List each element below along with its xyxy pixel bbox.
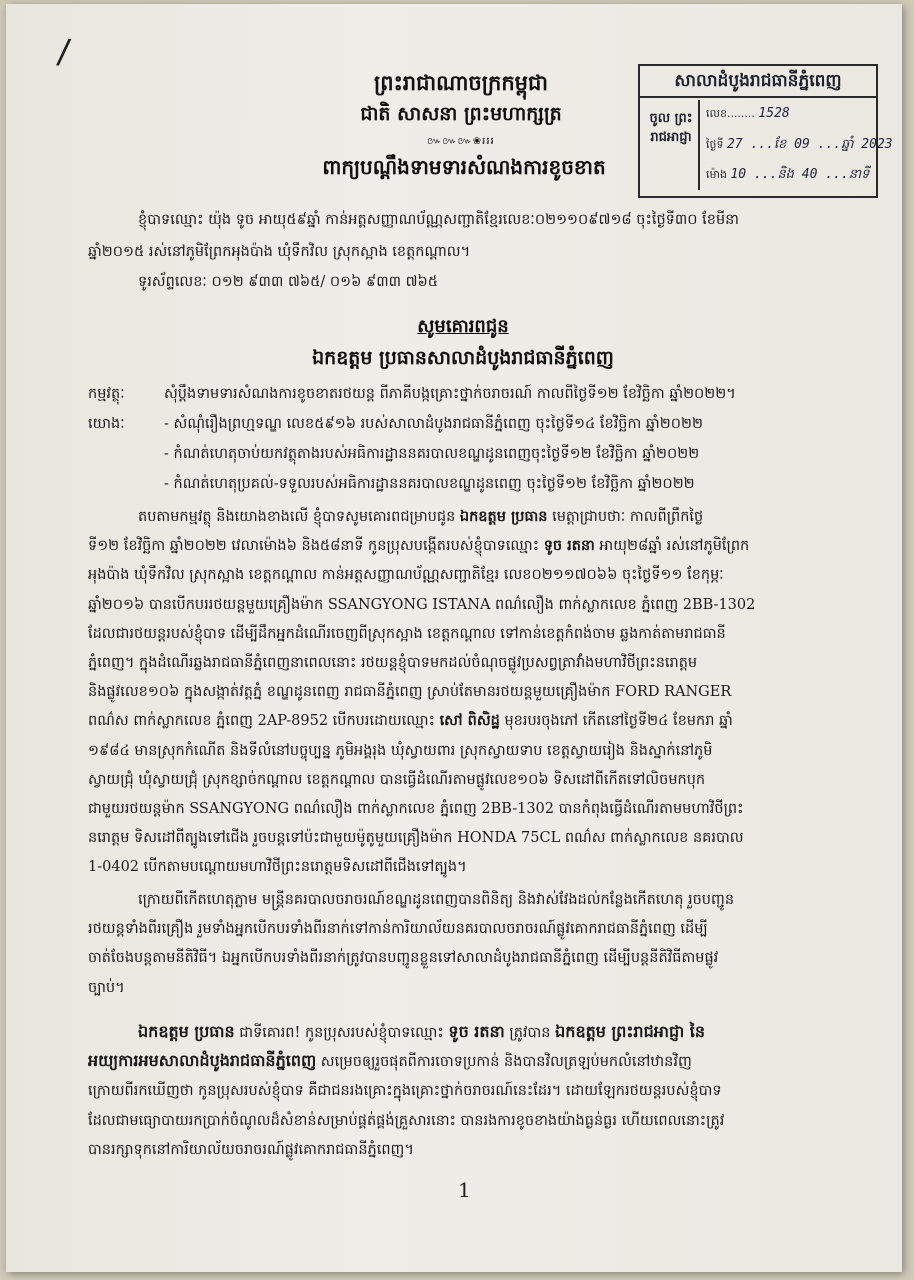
paragraph-line: ពណ៌ស ពាក់ស្លាកលេខ ភ្នំពេញ 2AP-8952 បើកបរដោយឈ្មោះ សៅ ពិសិដ្ឋ មុខរបរចុងភៅ កើតនៅថ្ងៃទី២៤ ខែមករា ឆ្នាំ <box>88 712 733 730</box>
stamp-number-value: 1528 <box>758 106 790 121</box>
stamp-date-row: ថ្ងៃទី 27 ...ខែ 09 ...ឆ្នាំ 2023 <box>706 137 893 152</box>
stamp-date-value: 27 ...ខែ 09 ...ឆ្នាំ 2023 <box>726 137 893 152</box>
kingdom-title: ព្រះរាជាណាចក្រកម្ពុជា <box>373 70 548 95</box>
stamp-number-row: លេខ........ 1528 <box>706 106 790 121</box>
salutation-respect: សូមគោរពជូន <box>417 316 509 337</box>
stamp-time-row: ម៉ោង 10 ...និង 40 ...នាទី <box>706 167 870 182</box>
paragraph-line: ស្វាយជ្រុំ ឃុំស្វាយជ្រុំ ស្រុកខ្សាច់កណ្ដាល ខេត្តកណ្ដាល បានធ្វើដំណើរតាមផ្លូវលេខ១០៦ ទិសដៅពីកើតទៅលិចមកបុក <box>88 771 706 788</box>
margin-mark: / <box>55 31 73 73</box>
salutation-addressee: ឯកឧត្ដម ប្រធានសាលាដំបូងរាជធានីភ្នំពេញ <box>312 347 614 369</box>
ornament-divider: ៚៚៚❀៛៛៛ <box>427 136 495 147</box>
paragraph-line: អយ្យការអមសាលាដំបូងរាជធានីភ្នំពេញ សម្រេចឲ្យរួចផុតពីការចោទប្រកាន់ និងបានវិលត្រឡប់មកលំនៅឋានវិញ <box>88 1051 692 1071</box>
paragraph-line: ដែលជាមធ្យោបាយរកប្រាក់ចំណូលដ៏សំខាន់សម្រាប់ផ្គត់ផ្គង់គ្រួសារនោះ បានរងការខូចខាងយ៉ាងធ្ងន់ធ្ងរ ហើយពេលនោះត្រូវ <box>88 1112 725 1129</box>
stamp-time-value: 10 ...និង 40 ...នាទី <box>730 167 870 182</box>
paragraph-line: និងផ្លូវលេខ១០៦ ក្នុងសង្កាត់វត្តភ្នំ ខណ្ឌដូនពេញ រាជធានីភ្នំពេញ ស្រាប់តែមានរថយន្តមួយគ្រឿងម៉ាក FORD RANGER <box>88 684 732 701</box>
phone-line: ទូរស័ព្ទលេខៈ ០១២ ៩៣៣ ៧៦៥/ ០១៦ ៩៣៣ ៧៦៥ <box>138 274 439 290</box>
paragraph-line: ឯកឧត្ដម ប្រធាន ជាទីគោរព! កូនប្រុសរបស់ខ្ញុំបាទឈ្មោះ ទូច រតនា ត្រូវបាន ឯកឧត្ដម ព្រះរាជអាជ្ញា នៃ <box>138 1022 706 1041</box>
subject-label: កម្មវត្ថុៈ <box>88 386 125 402</box>
paragraph-line: នរោត្តម ទិសដៅពីត្បូងទៅជើង រួចបន្តទៅប៉ះជាមួយម៉ូតូមួយគ្រឿងម៉ាក HONDA 75CL ពណ៌ស ពាក់ស្លាកលេខ នគរបាល <box>88 830 744 847</box>
reference-2: - កំណត់ហេតុចាប់យកវត្ថុតាងរបស់អធិការដ្ឋាននគរបាលខណ្ឌដូនពេញចុះថ្ងៃទី១២ ខែវិច្ឆិកា ឆ្នាំ២០២២ <box>164 446 700 462</box>
paragraph-line: ដែលជារថយន្តរបស់ខ្ញុំបាទ ដើម្បីដឹកអ្នកដំណើរចេញពីស្រុកស្អាង ខេត្តកណ្ដាល ទៅកាន់ខេត្តកំពង់ចាម ឆ្លងកាត់តាមរាជធានី <box>88 625 726 642</box>
plaintiff-line-1: ខ្ញុំបាទឈ្មោះ យ៉ុង ទូច អាយុ៥៩ឆ្នាំ កាន់អត្តសញ្ញាណប័ណ្ណសញ្ជាតិខ្មែរលេខៈ០២១១០៩៧១៨ ចុះថ្ងៃទី៣០ ខែមីនា <box>138 212 739 228</box>
national-motto: ជាតិ សាសនា ព្រះមហាក្សត្រ <box>360 103 562 125</box>
stamp-label: ចូល ព្រះរាជអាជ្ញា <box>644 100 700 190</box>
paragraph-line: ចាត់ចែងបន្តតាមនីតិវិធី។ ឯអ្នកបើកបរទាំងពីរនាក់ត្រូវបានបញ្ជូនខ្លួនទៅសាលាដំបូងរាជធានីភ្នំពេញ ដើម្បីបន្តនីតិវិធីតាមផ្លូវ <box>88 950 719 967</box>
reference-label: យោងៈ <box>88 416 125 432</box>
paragraph-line: អុងប៉ាង ឃុំទឹកវិល ស្រុកស្អាង ខេត្តកណ្ដាល កាន់អត្តសញ្ញាណប័ណ្ណសញ្ជាតិខ្មែរ លេខ០២១១៧០៦៦ ចុះថ្ងៃទី១១ ខែកុម្ភៈ <box>88 567 724 584</box>
paragraph-line: ១៩៨៤ មានស្រុកកំណើត និងទីលំនៅបច្ចុប្បន្ន ភូមិអង្គរុង ឃុំស្វាយពារ ស្រុកស្វាយទាប ខេត្តស្វាយរៀង និងស្នាក់នៅភូមិ <box>88 742 713 759</box>
paragraph-line: តបតាមកម្មវត្ថុ និងយោងខាងលើ ខ្ញុំបាទសូមគោរពជម្រាបជូន ឯកឧត្ដម ប្រធាន មេត្តាជ្រាបថាៈ កាលពីព្រឹកថ្ងៃ <box>138 508 704 525</box>
document-subject-title: ពាក្យបណ្ដឹងទាមទារសំណងការខូចខាត <box>322 155 606 179</box>
document-page <box>6 4 902 1272</box>
reference-3: - កំណត់ហេតុប្រគល់-ទទួលរបស់អធិការដ្ឋាននគរបាលខណ្ឌដូនពេញ ចុះថ្ងៃទី១២ ខែវិច្ឆិកា ឆ្នាំ២០២២ <box>164 476 695 492</box>
paragraph-line: ភ្នំពេញ។ ក្នុងដំណើរឆ្លងរាជធានីភ្នំពេញនាពេលនោះ រថយន្តខ្ញុំបាទមកដល់ចំណុចផ្លូវប្រសព្វត្រាវាំងមហាវិថីព្រះនរោត្តម <box>88 655 698 671</box>
paragraph-line: បានរក្សាទុកនៅការិយាល័យចរាចរណ៍ផ្លូវគោករាជធានីភ្នំពេញ។ <box>88 1141 414 1158</box>
plaintiff-line-2: ឆ្នាំ២០១៥ រស់នៅភូមិព្រែកអុងប៉ាង ឃុំទឹកវិល ស្រុកស្អាង ខេត្តកណ្ដាល។ <box>88 244 471 260</box>
stamp-header: សាលាដំបូងរាជធានីភ្នំពេញ <box>640 66 876 98</box>
paragraph-line: ទី១២ ខែវិច្ឆិកា ឆ្នាំ២០២២ វេលាម៉ោង៦ និង៥៨នាទី កូនប្រុសបង្កើតរបស់ខ្ញុំបាទឈ្មោះ ទូច រតនា អាយុ២៨ឆ្នាំ រស់នៅភូមិព្រែក <box>88 537 750 555</box>
paragraph-line: ច្បាប់។ <box>88 979 125 996</box>
paragraph-line: ឆ្នាំ២០១៦ បានបើកបររថយន្តមួយគ្រឿងម៉ាក SSANGYONG ISTANA ពណ៌លឿង ពាក់ស្លាកលេខ ភ្នំពេញ 2BB-1302 <box>88 596 756 613</box>
paragraph-line: ក្រោយពីកើតហេតុភ្លាម មន្ត្រីនគរបាលចរាចរណ៍ខណ្ឌដូនពេញបានពិនិត្យ និងវាស់វែងដល់កន្លែងកើតហេតុ រួចបញ្ជូន <box>138 892 735 908</box>
reference-1: - សំណុំរឿងព្រហ្មទណ្ឌ លេខ៥៩១៦ របស់សាលាដំបូងរាជធានីភ្នំពេញ ចុះថ្ងៃទី១៤ ខែវិច្ឆិកា ឆ្នាំ២០២២ <box>164 416 703 432</box>
page-number: 1 <box>458 1178 471 1202</box>
paragraph-line: 1-0402 បើកតាមបណ្ដោយមហាវិថីព្រះនរោត្តមទិសដៅពីជើងទៅត្បូង។ <box>88 859 467 876</box>
paragraph-line: រថយន្តទាំងពីរគ្រឿង រួមទាំងអ្នកបើកបរទាំងពីរនាក់ទៅកាន់ការិយាល័យនគរបាលចរាចរណ៍ផ្លូវគោករាជធានីភ្នំពេញ ដើម្បី <box>88 921 708 938</box>
paragraph-line: ជាមួយរថយន្តម៉ាក SSANGYONG ពណ៌លឿង ពាក់ស្លាកលេខ ភ្នំពេញ 2BB-1302 បានកំពុងធ្វើដំណើរតាមមហាវិថីព្រះ <box>88 801 744 817</box>
paragraph-line: ក្រោយពីរកឃើញថា កូនប្រុសរបស់ខ្ញុំបាទ គឺជាជនរងគ្រោះក្នុងគ្រោះថ្នាក់ចរាចរណ៍នេះដែរ។ ដោយឡែករថយន្តរបស់ខ្ញុំបាទ <box>88 1083 722 1100</box>
subject-text: សុំប្ដឹងទាមទារសំណងការខូចខាតរថយន្ត ពីភាគីបង្កគ្រោះថ្នាក់ចរាចរណ៍ កាលពីថ្ងៃទី១២ ខែវិច្ឆិកា ឆ្នាំ២០២២។ <box>164 386 736 402</box>
court-receipt-stamp <box>638 64 893 198</box>
